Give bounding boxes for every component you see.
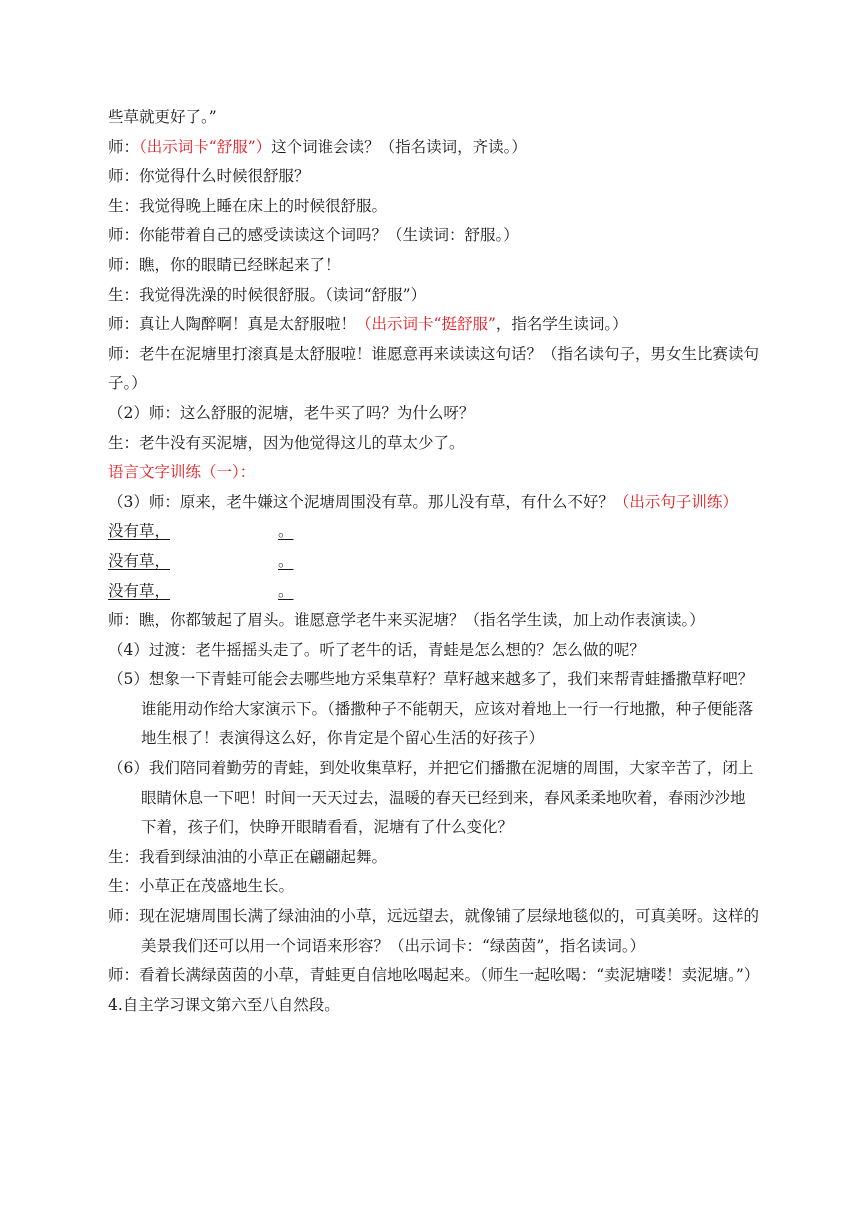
paragraph-line: 些草就更好了。” [108, 108, 217, 126]
section-heading: 语言文字训练（一）： [108, 463, 256, 482]
paragraph-line: 生：老牛没有买泥塘，因为他觉得这儿的草太少了。 [108, 433, 465, 452]
paragraph-line: 师：现在泥塘周围长满了绿油油的小草，远远望去，就像铺了层绿地毯似的，可真美呀。这样的美景我们还可以用一个词语来形容？（出示词卡：“绿茵茵”，指名读词。） [108, 907, 760, 955]
paragraph-line: 师：真让人陶醉啊！真是太舒服啦！（出示词卡“挺舒服”，指名学生读词。） [108, 315, 628, 334]
paragraph-line: （6）我们陪同着勤劳的青蛙，到处收集草籽，并把它们播撒在泥塘的周围，大家辛苦了，闭上眼睛休息一下吧！时间一天天过去，温暖的春天已经到来，春风柔柔地吹着，春雨沙沙地下着，孩子们，快睁开眼睛看看，泥塘有了什么变化？ [108, 759, 754, 837]
paragraph-line: 4.自主学习课文第六至八自然段。 [108, 995, 340, 1014]
paragraph-line: （5）想象一下青蛙可能会去哪些地方采集草籽？草籽越来越多了，我们来帮青蛙播撒草籽吧？谁能用动作给大家演示下。（播撒种子不能朝天，应该对着地上一行一行地撒，种子便能落地生根了！表演得这么好，你肯定是个留心生活的好孩子） [108, 670, 754, 748]
paragraph-line: 生：我觉得洗澡的时候很舒服。（读词“舒服”） [108, 285, 427, 304]
red-instruction: （出示词卡“舒服”） [139, 137, 272, 156]
red-instruction: （出示词卡“挺舒服” [356, 315, 496, 334]
paragraph-line: 师：你能带着自己的感受读读这个词吗？（生读词：舒服。） [108, 226, 519, 245]
paragraph-line: 师：（出示词卡“舒服”）这个词谁会读？（指名读词，齐读。） [108, 137, 527, 156]
paragraph-line: 生：我看到绿油油的小草正在翩翩起舞。 [108, 847, 388, 866]
paragraph-line: 师：瞧，你的眼睛已经眯起来了！ [108, 255, 341, 274]
paragraph-line: 师：老牛在泥塘里打滚真是太舒服啦！谁愿意再来读读这句话？（指名读句子，男女生比赛读句子。） [108, 344, 760, 393]
fill-blank-line: 没有草， 。 [108, 581, 294, 600]
paragraph-line: 生：我觉得晚上睡在床上的时候很舒服。 [108, 196, 388, 215]
document-page [108, 103, 760, 1020]
paragraph-line: 师：你觉得什么时候很舒服？ [108, 167, 310, 186]
paragraph-line: 生：小草正在茂盛地生长。 [108, 877, 295, 896]
paragraph-line: 师：看着长满绿茵茵的小草，青蛙更自信地吆喝起来。（师生一起吆喝：“卖泥塘喽！卖泥塘。”） [108, 966, 760, 985]
paragraph-line: 师：瞧，你都皱起了眉头。谁愿意学老牛来买泥塘？（指名学生读，加上动作表演读。） [108, 611, 705, 630]
paragraph-line: （4）过渡：老牛摇摇头走了。听了老牛的话，青蛙是怎么想的？怎么做的呢？ [108, 640, 645, 659]
red-instruction: （出示句子训练） [613, 492, 738, 511]
fill-blank-line: 没有草， 。 [108, 522, 294, 541]
paragraph-line: （2）师：这么舒服的泥塘，老牛买了吗？为什么呀？ [108, 403, 475, 422]
fill-blank-line: 没有草， 。 [108, 551, 294, 570]
paragraph-line: （3）师：原来，老牛嫌这个泥塘周围没有草。那儿没有草，有什么不好？（出示句子训练） [108, 492, 738, 511]
